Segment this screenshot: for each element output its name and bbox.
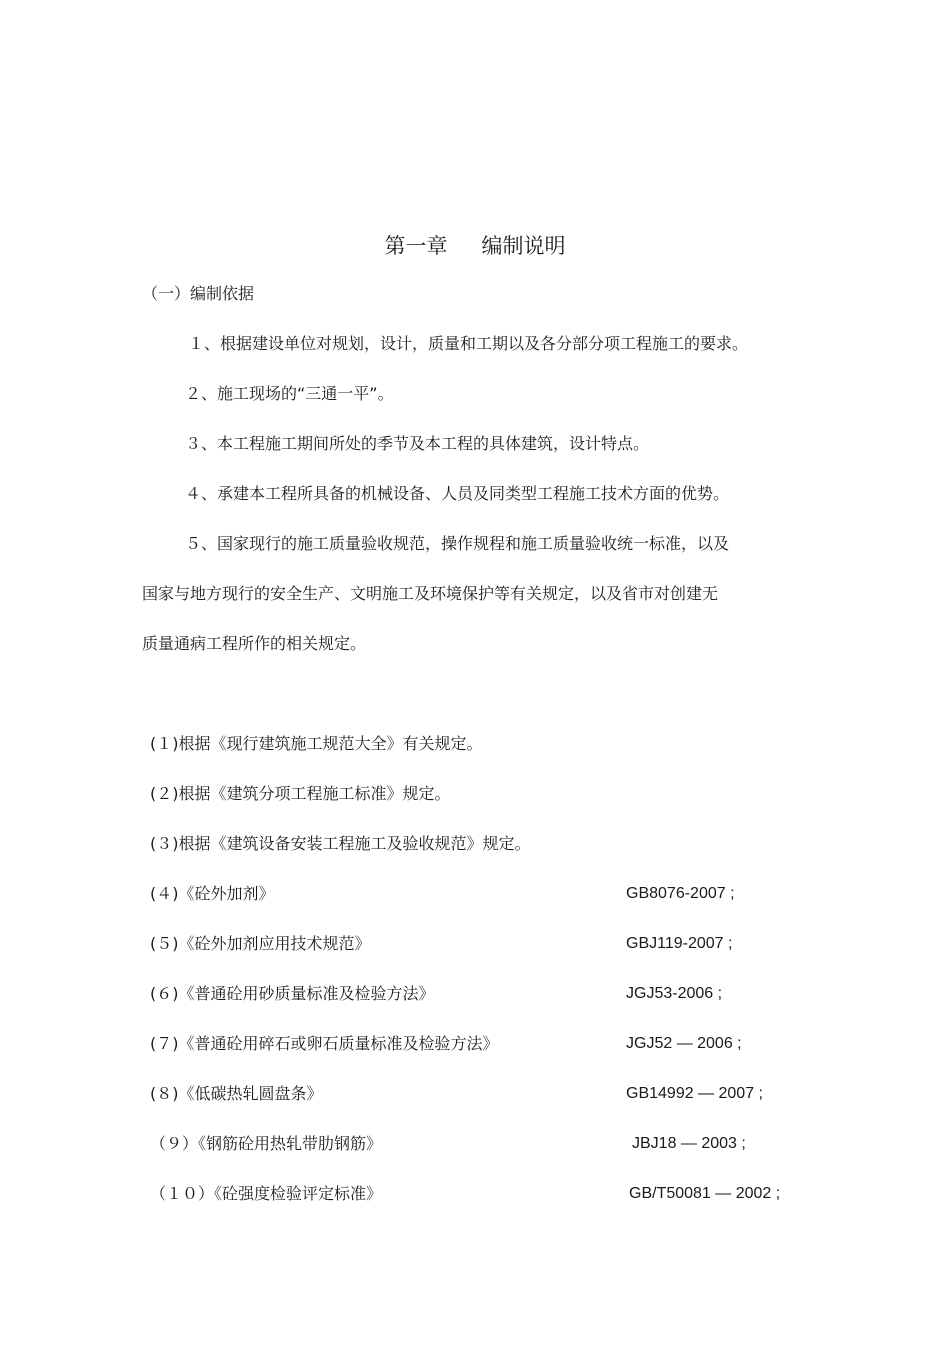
section-heading: （一）编制依据: [142, 284, 255, 303]
reference-item: (５)《砼外加剂应用技术规范》: [150, 934, 371, 953]
chapter-name: 编制说明: [481, 234, 566, 258]
paragraph-5-line-1: ５、国家现行的施工质量验收规范，操作规程和施工质量验收统一标准，以及: [185, 534, 730, 553]
paragraph-2: ２、施工现场的“三通一平”。: [185, 384, 394, 403]
paragraph-4: ４、承建本工程所具备的机械设备、人员及同类型工程施工技术方面的优势。: [185, 484, 730, 503]
standard-code: GB/T50081 — 2002 ;: [629, 1185, 781, 1202]
reference-item: (２)根据《建筑分项工程施工标准》规定。: [150, 784, 451, 803]
paragraph-5-line-2: 国家与地方现行的安全生产、文明施工及环境保护等有关规定，以及省市对创建无: [142, 584, 719, 603]
standard-code: JGJ53-2006 ;: [626, 985, 723, 1002]
paragraph-1: １、根据建设单位对规划，设计，质量和工期以及各分部分项工程施工的要求。: [188, 334, 749, 353]
paragraph-5-line-3: 质量通病工程所作的相关规定。: [142, 634, 367, 653]
standard-code: GB14992 — 2007 ;: [626, 1085, 763, 1102]
standard-code: JGJ52 — 2006 ;: [626, 1035, 742, 1052]
reference-item: (７)《普通砼用碎石或卵石质量标准及检验方法》: [150, 1034, 499, 1053]
standard-code: GB8076-2007 ;: [626, 885, 735, 902]
standard-code: GBJ119-2007 ;: [626, 935, 733, 952]
reference-item: （９）《钢筋砼用热轧带肋钢筋》: [150, 1134, 383, 1153]
standard-code: JBJ18 — 2003 ;: [632, 1135, 746, 1152]
reference-item: (４)《砼外加剂》: [150, 884, 275, 903]
reference-item: (６)《普通砼用砂质量标准及检验方法》: [150, 984, 435, 1003]
reference-item: (３)根据《建筑设备安装工程施工及验收规范》规定。: [150, 834, 531, 853]
reference-item: （１０）《砼强度检验评定标准》: [150, 1184, 383, 1203]
reference-item: (８)《低碳热轧圆盘条》: [150, 1084, 323, 1103]
chapter-title: [0, 230, 950, 260]
paragraph-3: ３、本工程施工期间所处的季节及本工程的具体建筑，设计特点。: [185, 434, 650, 453]
reference-item: (１)根据《现行建筑施工规范大全》有关规定。: [150, 734, 483, 753]
chapter-number: 第一章: [384, 234, 448, 258]
